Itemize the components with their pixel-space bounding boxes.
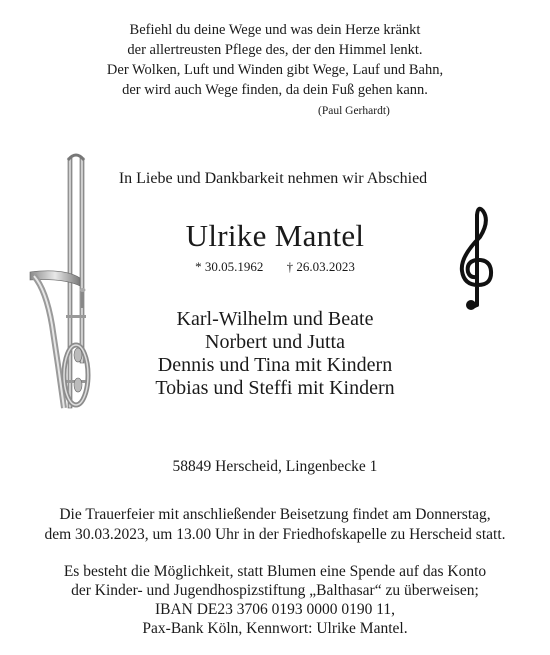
family-member: Karl-Wilhelm und Beate: [176, 308, 374, 330]
death-date: † 26.03.2023: [286, 259, 355, 274]
family-list: [0, 308, 550, 400]
ceremony-line: dem 30.03.2023, um 13.00 Uhr in der Friedhofskapelle zu Herscheid statt.: [44, 526, 506, 543]
intro-text: In Liebe und Dankbarkeit nehmen wir Abschied: [118, 170, 428, 187]
ceremony-info: [0, 505, 550, 545]
poem-line: Der Wolken, Luft und Winden gibt Wege, Lauf und Bahn,: [106, 62, 444, 78]
address: 58849 Herscheid, Lingenbecke 1: [172, 458, 378, 475]
poem: [0, 20, 550, 100]
life-dates: [0, 259, 550, 275]
donation-iban: IBAN DE23 3706 0193 0000 0190 11,: [154, 601, 396, 618]
poem-line: der allertreusten Pflege des, der den Himmel lenkt.: [127, 42, 423, 58]
donation-line: Pax-Bank Köln, Kennwort: Ulrike Mantel.: [142, 620, 408, 637]
family-member: Norbert und Jutta: [205, 331, 345, 353]
poem-line: der wird auch Wege finden, da dein Fuß gehen kann.: [122, 82, 428, 98]
ceremony-line: Die Trauerfeier mit anschließender Beisetzung findet am Donnerstag,: [59, 506, 491, 523]
donation-info: [0, 562, 550, 638]
poem-line: Befiehl du deine Wege und was dein Herze kränkt: [129, 22, 421, 38]
family-member: Dennis und Tina mit Kindern: [157, 354, 393, 376]
birth-date: * 30.05.1962: [195, 259, 264, 274]
deceased-name: Ulrike Mantel: [185, 218, 365, 253]
donation-line: Es besteht die Möglichkeit, statt Blumen eine Spende auf das Konto: [63, 563, 487, 580]
family-member: Tobias und Steffi mit Kindern: [155, 377, 395, 399]
poem-author: (Paul Gerhardt): [318, 105, 390, 117]
donation-line: der Kinder- und Jugendhospizstiftung „Balthasar“ zu überweisen;: [71, 582, 479, 599]
